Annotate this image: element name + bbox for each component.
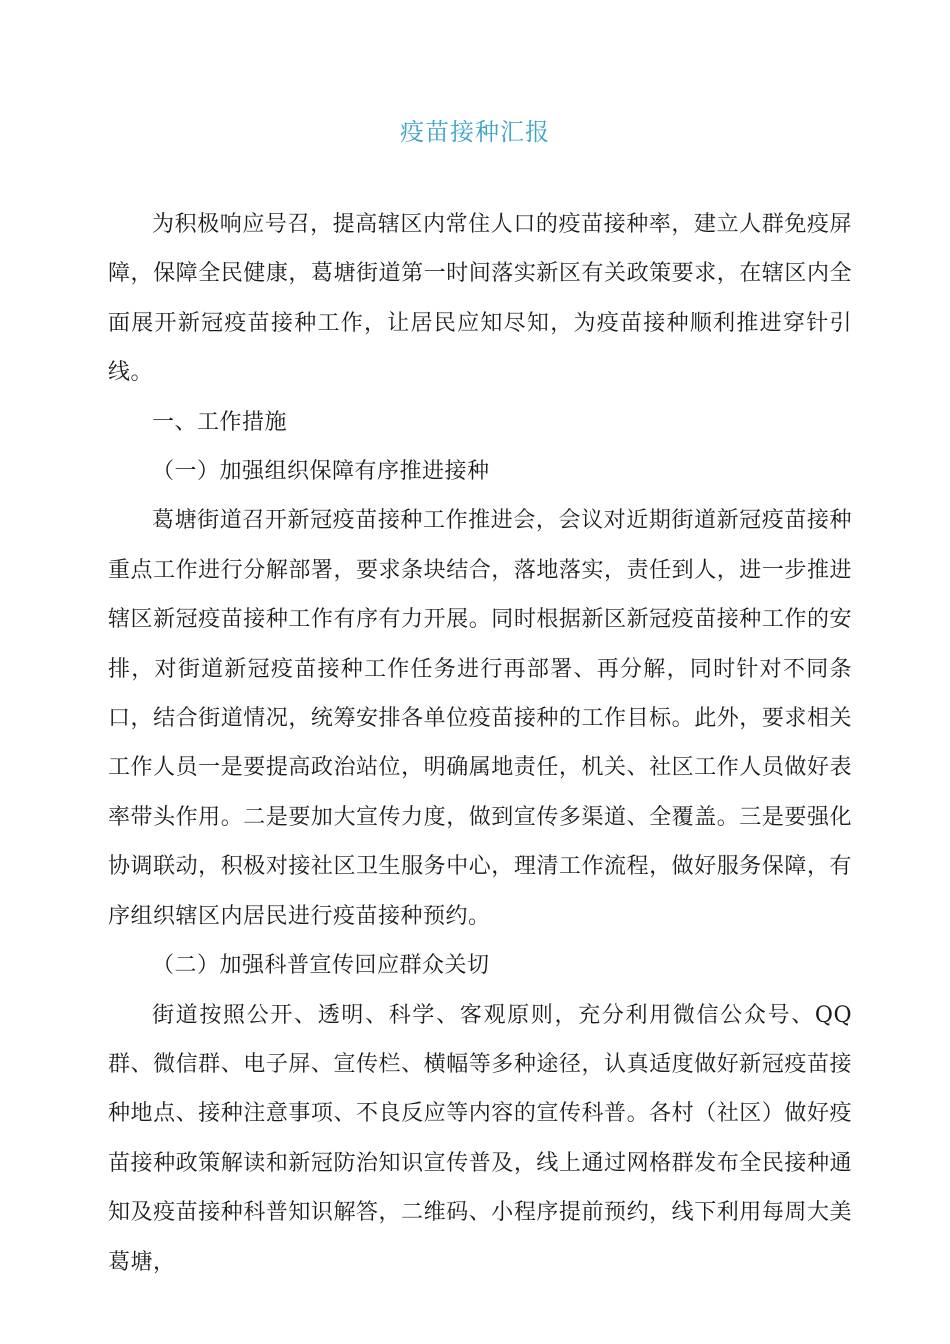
subsection-heading-organization: （一）加强组织保障有序推进接种 <box>152 459 490 485</box>
subsection-heading-publicity: （二）加强科普宣传回应群众关切 <box>152 953 490 979</box>
document-body <box>108 200 852 1287</box>
paragraph-organization: 葛塘街道召开新冠疫苗接种工作推进会，会议对近期街道新冠疫苗接种重点工作进行分解部署，要求条块结合，落地落实，责任到人，进一步推进辖区新冠疫苗接种工作有序有力开展。同时根据新区新冠疫苗接种工作的安排，对街道新冠疫苗接种工作任务进行再部署、再分解，同时针对不同条口，结合街道情况，统筹安排各单位疫苗接种的工作目标。此外，要求相关工作人员一是要提高政治站位，明确属地责任，机关、社区工作人员做好表率带头作用。二是要加大宣传力度，做到宣传多渠道、全覆盖。三是要强化协调联动，积极对接社区卫生服务中心，理清工作流程，做好服务保障，有序组织辖区内居民进行疫苗接种预约。 <box>108 508 852 929</box>
section-heading-work-measures: 一、工作措施 <box>152 409 288 435</box>
document-title: 疫苗接种汇报 <box>400 118 550 146</box>
paragraph-publicity: 街道按照公开、透明、科学、客观原则，充分利用微信公众号、QQ群、微信群、电子屏、宣传栏、横幅等多种途径，认真适度做好新冠疫苗接种地点、接种注意事项、不良反应等内容的宣传科普。各村（社区）做好疫苗接种政策解读和新冠防治知识宣传普及，线上通过网格群发布全民接种通知及疫苗接种科普知识解答，二维码、小程序提前预约，线下利用每周大美葛塘， <box>108 1002 852 1275</box>
paragraph-intro: 为积极响应号召，提高辖区内常住人口的疫苗接种率，建立人群免疫屏障，保障全民健康，葛塘街道第一时间落实新区有关政策要求，在辖区内全面展开新冠疫苗接种工作，让居民应知尽知，为疫苗接种顺利推进穿针引线。 <box>108 212 852 386</box>
